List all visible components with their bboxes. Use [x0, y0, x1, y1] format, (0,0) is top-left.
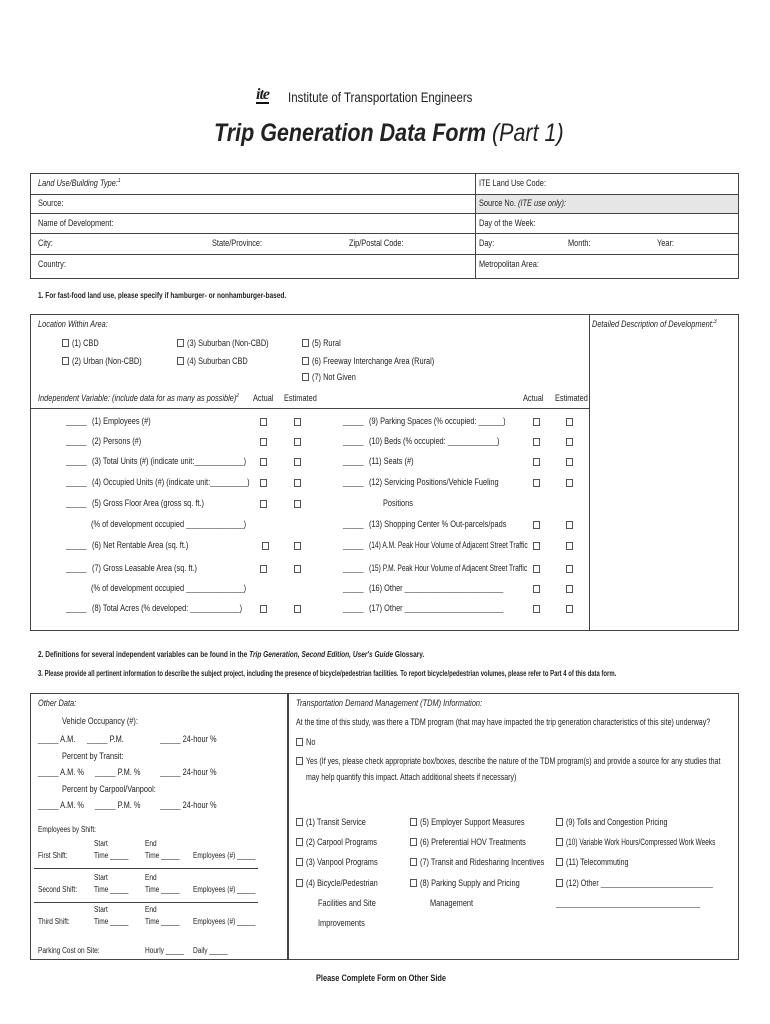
- indep-left-label: (8) Total Acres (% developed: ____________): [92, 603, 243, 613]
- tdm-col2-item[interactable]: (5) Employer Support Measures: [410, 817, 548, 827]
- indep-left-label: (3) Total Units (#) (indicate unit:____________): [92, 456, 247, 466]
- actual-checkbox[interactable]: [533, 542, 540, 550]
- ite-logo: [256, 88, 269, 104]
- carpool-24h: _____ 24-hour %: [160, 800, 217, 810]
- actual-checkbox[interactable]: [533, 418, 540, 426]
- indep-right-label: (9) Parking Spaces (% occupied: ______): [369, 416, 506, 426]
- estimated-checkbox[interactable]: [566, 585, 573, 593]
- veh-occ-pm: _____ P.M.: [87, 734, 124, 744]
- tdm-yes-cont: may help quantify this impact. Attach additional sheets if necessary): [306, 772, 517, 782]
- shift-end-label: End: [145, 905, 157, 914]
- estimated-checkbox[interactable]: [566, 521, 573, 529]
- source-label: Source:: [38, 198, 64, 208]
- loc-suburban-noncbd[interactable]: (3) Suburban (Non-CBD): [177, 338, 287, 348]
- tdm-col3-item[interactable]: (12) Other ____________________________: [556, 878, 750, 888]
- page-title: Trip Generation Data Form (Part 1): [214, 119, 564, 147]
- indep-right-label: (16) Other ________________________: [369, 583, 504, 593]
- transit-am: _____ A.M. %: [38, 767, 84, 777]
- detailed-desc-label: Detailed Description of Development:$^3$: [592, 319, 717, 329]
- actual-checkbox[interactable]: [533, 585, 540, 593]
- estimated-checkbox[interactable]: [566, 458, 573, 466]
- estimated-checkbox[interactable]: [294, 542, 301, 550]
- indep-left-blank[interactable]: _____: [66, 540, 87, 550]
- estimated-checkbox[interactable]: [294, 458, 301, 466]
- source-no-label: Source No. (ITE use only):: [479, 198, 566, 208]
- parking-cost-label: Parking Cost on Site:: [38, 946, 100, 955]
- actual-checkbox[interactable]: [533, 479, 540, 487]
- indep-left-blank[interactable]: _____: [66, 416, 87, 426]
- shift-start-label: Start: [94, 905, 108, 914]
- tdm-col2-item[interactable]: (6) Preferential HOV Treatments: [410, 837, 549, 847]
- shift-end-label: End: [145, 839, 157, 848]
- loc-cbd[interactable]: (1) CBD: [62, 338, 105, 348]
- actual-header-right: Actual: [523, 393, 544, 403]
- estimated-checkbox[interactable]: [294, 479, 301, 487]
- indep-left-label: (5) Gross Floor Area (gross sq. ft.): [92, 498, 204, 508]
- indep-right-label: (14) A.M. Peak Hour Volume of Adjacent Street Traffic: [369, 540, 528, 550]
- checkbox[interactable]: [410, 879, 417, 887]
- actual-checkbox[interactable]: [260, 500, 267, 508]
- checkbox[interactable]: [556, 858, 563, 866]
- zip-label: Zip/Postal Code:: [349, 238, 404, 248]
- actual-checkbox[interactable]: [533, 438, 540, 446]
- tdm-col3-item[interactable]: (9) Tolls and Congestion Pricing: [556, 817, 693, 827]
- veh-occ-24h: _____ 24-hour %: [160, 734, 217, 744]
- shift-start-time[interactable]: Time _____: [94, 917, 129, 926]
- checkbox[interactable]: [410, 818, 417, 826]
- carpool-am: _____ A.M. %: [38, 800, 84, 810]
- other-title: Other Data:: [38, 698, 77, 708]
- note-2: 2. Definitions for several independent variables can be found in the Trip Generation, Second Edition, User's Guide Glossary.: [38, 650, 425, 659]
- tdm-yes[interactable]: Yes (If yes, please check appropriate box/boxes, describe the nature of the TDM program(s) and provide a source for any studies that: [296, 756, 770, 766]
- tdm-question: At the time of this study, was there a TDM program (that may have impacted the trip generation characteristics of this site) underway?: [296, 717, 711, 727]
- tdm-col1-item: Facilities and Site: [318, 898, 376, 908]
- actual-checkbox[interactable]: [260, 565, 267, 573]
- actual-checkbox[interactable]: [533, 458, 540, 466]
- indep-right-blank[interactable]: _____: [343, 436, 364, 446]
- indep-right-label: (10) Beds (% occupied: ____________): [369, 436, 500, 446]
- loc-not-given[interactable]: (7) Not Given: [302, 372, 366, 382]
- checkbox[interactable]: [302, 357, 309, 365]
- indep-right-label: (15) P.M. Peak Hour Volume of Adjacent Street Traffic: [369, 563, 528, 573]
- checkbox[interactable]: [177, 357, 184, 365]
- estimated-checkbox[interactable]: [294, 605, 301, 613]
- estimated-checkbox[interactable]: [294, 418, 301, 426]
- shift-start-time[interactable]: Time _____: [94, 885, 129, 894]
- checkbox[interactable]: [556, 838, 563, 846]
- loc-urban[interactable]: (2) Urban (Non-CBD): [62, 356, 157, 366]
- shift-employees[interactable]: Employees (#) _____: [193, 917, 256, 926]
- indep-right-label: (12) Servicing Positions/Vehicle Fueling: [369, 477, 499, 487]
- actual-checkbox[interactable]: [260, 438, 267, 446]
- checkbox[interactable]: [296, 757, 303, 765]
- shift-end-time[interactable]: Time _____: [145, 851, 180, 860]
- estimated-checkbox[interactable]: [294, 500, 301, 508]
- indep-right-blank[interactable]: _____: [343, 456, 364, 466]
- transit-24h: _____ 24-hour %: [160, 767, 217, 777]
- estimated-checkbox[interactable]: [566, 605, 573, 613]
- employees-by-shift-label: Employees by Shift:: [38, 825, 96, 834]
- actual-checkbox[interactable]: [260, 458, 267, 466]
- checkbox[interactable]: [302, 373, 309, 381]
- indep-left-label: (% of development occupied ______________): [91, 583, 247, 593]
- actual-checkbox[interactable]: [533, 605, 540, 613]
- indep-left-blank[interactable]: _____: [66, 603, 87, 613]
- indep-right-blank[interactable]: _____: [343, 477, 364, 487]
- tdm-col2-item: Management: [430, 898, 474, 908]
- tdm-col3-item: ____________________________________: [556, 898, 701, 908]
- tdm-col1-item[interactable]: (4) Bicycle/Pedestrian: [296, 878, 394, 888]
- indep-right-blank[interactable]: _____: [343, 563, 364, 573]
- checkbox[interactable]: [296, 818, 303, 826]
- indep-left-label: (4) Occupied Units (#) (indicate unit:_________): [92, 477, 250, 487]
- indep-right-blank[interactable]: _____: [343, 416, 364, 426]
- indep-right-label: (13) Shopping Center % Out-parcels/pads: [369, 519, 507, 529]
- veh-occ-am: _____ A.M.: [38, 734, 76, 744]
- indep-title: Independent Variable: (include data for as many as possible)$^2$: [38, 393, 240, 403]
- shift-employees[interactable]: Employees (#) _____: [193, 851, 256, 860]
- indep-right-label: Positions: [383, 498, 413, 508]
- estimated-checkbox[interactable]: [294, 438, 301, 446]
- estimated-checkbox[interactable]: [566, 418, 573, 426]
- org-name: Institute of Transportation Engineers: [288, 89, 473, 105]
- shift-start-label: Start: [94, 873, 108, 882]
- carpool-label: Percent by Carpool/Vanpool:: [62, 784, 156, 794]
- estimated-header-left: Estimated: [284, 393, 317, 403]
- tdm-col2-item[interactable]: (8) Parking Supply and Pricing: [410, 878, 542, 888]
- veh-occ-label: Vehicle Occupancy (#):: [62, 716, 138, 726]
- indep-left-label: (% of development occupied ______________): [91, 519, 247, 529]
- state-label: State/Province:: [212, 238, 263, 248]
- year-label: Year:: [657, 238, 674, 248]
- shift-employees[interactable]: Employees (#) _____: [193, 885, 256, 894]
- tdm-col1-item[interactable]: (3) Vanpool Programs: [296, 857, 393, 867]
- month-label: Month:: [568, 238, 591, 248]
- shift-start-time[interactable]: Time _____: [94, 851, 129, 860]
- note-1: 1. For fast-food land use, please specify if hamburger- or nonhamburger-based.: [38, 291, 287, 300]
- actual-checkbox[interactable]: [260, 479, 267, 487]
- carpool-pm: _____ P.M. %: [95, 800, 141, 810]
- indep-left-label: (1) Employees (#): [92, 416, 151, 426]
- checkbox[interactable]: [296, 858, 303, 866]
- indep-left-blank[interactable]: _____: [66, 436, 87, 446]
- parking-daily: Daily _____: [193, 946, 228, 955]
- day-of-week-label: Day of the Week:: [479, 218, 536, 228]
- checkbox[interactable]: [296, 879, 303, 887]
- indep-left-blank[interactable]: _____: [66, 563, 87, 573]
- footer-note: Please Complete Form on Other Side: [316, 973, 447, 983]
- day-label: Day:: [479, 238, 495, 248]
- estimated-header-right: Estimated: [555, 393, 588, 403]
- indep-left-label: (2) Persons (#): [92, 436, 142, 446]
- shift-start-label: Start: [94, 839, 108, 848]
- indep-right-blank[interactable]: _____: [343, 540, 364, 550]
- actual-checkbox[interactable]: [260, 605, 267, 613]
- checkbox[interactable]: [410, 838, 417, 846]
- indep-left-blank[interactable]: _____: [66, 498, 87, 508]
- actual-header-left: Actual: [253, 393, 274, 403]
- loc-freeway[interactable]: (6) Freeway Interchange Area (Rural): [302, 356, 461, 366]
- tdm-no[interactable]: No: [296, 737, 318, 747]
- parking-hourly: Hourly _____: [145, 946, 185, 955]
- indep-right-blank[interactable]: _____: [343, 519, 364, 529]
- tdm-col3-item[interactable]: (10) Variable Work Hours/Compressed Work Weeks: [556, 837, 770, 847]
- checkbox[interactable]: [296, 738, 303, 746]
- loc-rural[interactable]: (5) Rural: [302, 338, 347, 348]
- ite-code-label: ITE Land Use Code:: [479, 178, 546, 188]
- tdm-title: Transportation Demand Management (TDM) Information:: [296, 698, 483, 708]
- indep-left-label: (7) Gross Leasable Area (sq. ft.): [92, 563, 198, 573]
- transit-pm: _____ P.M. %: [95, 767, 141, 777]
- shift-end-time[interactable]: Time _____: [145, 917, 180, 926]
- transit-label: Percent by Transit:: [62, 751, 124, 761]
- actual-checkbox[interactable]: [262, 542, 269, 550]
- land-use-type-label: Land Use/Building Type:$^1$: [38, 178, 121, 188]
- checkbox[interactable]: [177, 339, 184, 347]
- checkbox[interactable]: [62, 339, 69, 347]
- tdm-col1-item[interactable]: (2) Carpool Programs: [296, 837, 393, 847]
- shift-end-time[interactable]: Time _____: [145, 885, 180, 894]
- checkbox[interactable]: [556, 818, 563, 826]
- shift-label: Second Shift:: [38, 885, 78, 894]
- shift-label: First Shift:: [38, 851, 68, 860]
- metro-label: Metropolitan Area:: [479, 259, 539, 269]
- checkbox[interactable]: [302, 339, 309, 347]
- actual-checkbox[interactable]: [533, 521, 540, 529]
- actual-checkbox[interactable]: [533, 565, 540, 573]
- shift-end-label: End: [145, 873, 157, 882]
- indep-left-label: (6) Net Rentable Area (sq. ft.): [92, 540, 189, 550]
- checkbox[interactable]: [296, 838, 303, 846]
- name-dev-label: Name of Development:: [38, 218, 114, 228]
- tdm-col1-item: Improvements: [318, 918, 365, 928]
- location-title: Location Within Area:: [38, 319, 108, 329]
- checkbox[interactable]: [410, 858, 417, 866]
- indep-right-label: (11) Seats (#): [369, 456, 414, 466]
- note-3: 3. Please provide all pertinent information to describe the subject project, including the presence of bicycle/pedestrian facilities. To report bicycle/pedestrian volumes, please refer to Part 4 of this data form.: [38, 669, 617, 678]
- indep-right-blank[interactable]: _____: [343, 603, 364, 613]
- actual-checkbox[interactable]: [260, 418, 267, 426]
- indep-right-blank[interactable]: _____: [343, 583, 364, 593]
- tdm-col1-item[interactable]: (1) Transit Service: [296, 817, 379, 827]
- estimated-checkbox[interactable]: [294, 565, 301, 573]
- estimated-checkbox[interactable]: [566, 438, 573, 446]
- city-label: City:: [38, 238, 53, 248]
- estimated-checkbox[interactable]: [566, 565, 573, 573]
- estimated-checkbox[interactable]: [566, 479, 573, 487]
- loc-suburban-cbd[interactable]: (4) Suburban CBD: [177, 356, 261, 366]
- checkbox[interactable]: [556, 879, 563, 887]
- country-label: Country:: [38, 259, 66, 269]
- indep-left-blank[interactable]: _____: [66, 456, 87, 466]
- indep-left-blank[interactable]: _____: [66, 477, 87, 487]
- indep-right-label: (17) Other ________________________: [369, 603, 504, 613]
- logo-text: ite: [256, 86, 269, 103]
- estimated-checkbox[interactable]: [566, 542, 573, 550]
- tdm-col2-item[interactable]: (7) Transit and Ridesharing Incentives: [410, 857, 572, 867]
- tdm-col3-item[interactable]: (11) Telecommuting: [556, 857, 644, 867]
- shift-label: Third Shift:: [38, 917, 70, 926]
- checkbox[interactable]: [62, 357, 69, 365]
- info-table: [30, 173, 739, 279]
